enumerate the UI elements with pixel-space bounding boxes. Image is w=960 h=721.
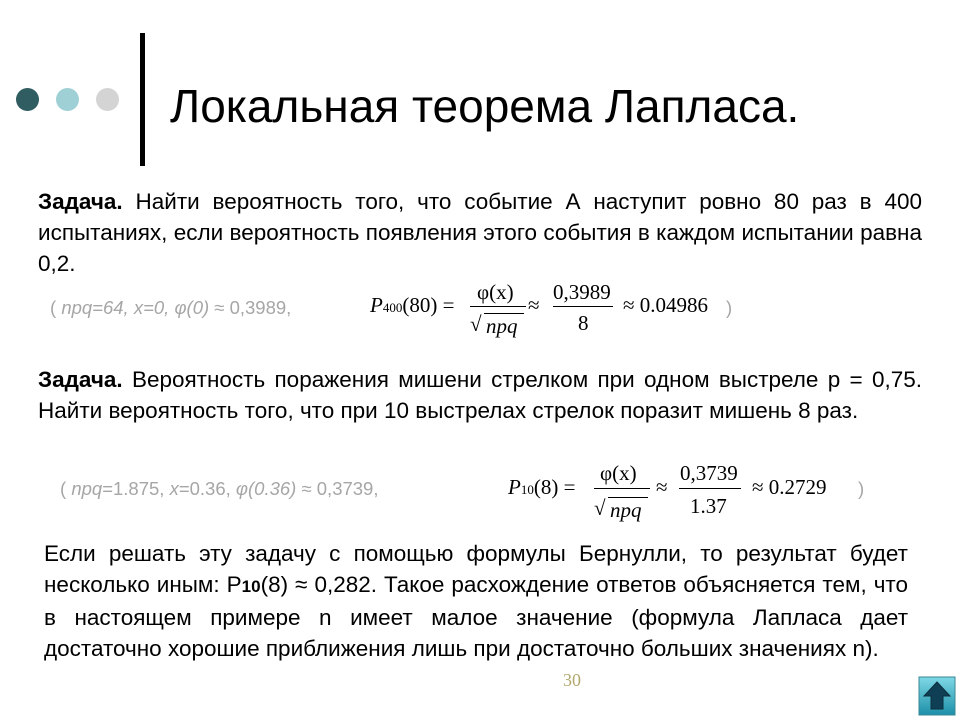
decor-dot-teal: [56, 88, 79, 111]
f2-den: npq: [610, 498, 642, 522]
task1-body: Найти вероятность того, что событие А наступит ровно 80 раз в 400 испытаниях, если вероятность появления этого события в каждом испытании равна 0,2.: [38, 189, 922, 276]
f2-num2: 0,3739: [680, 461, 738, 485]
title-divider: [140, 33, 145, 166]
f1-arg: (80) =: [402, 293, 455, 317]
f1-fraction-bar: [470, 306, 526, 307]
home-button[interactable]: [918, 676, 956, 716]
conclusion-sub: 10: [241, 577, 261, 596]
task2-body: Вероятность поражения мишени стрелком при одном выстреле p = 0,75. Найти вероятность того, что при 10 выстрелах стрелок поразит мишень 8 раз.: [38, 367, 922, 423]
f2-den2: 1.37: [690, 494, 727, 518]
f2-P: P: [508, 475, 521, 499]
task2-hint: ( npq=1.875, x=0.36, φ(0.36) ≈ 0,3739,: [60, 478, 379, 499]
f1-approx: ≈: [528, 293, 540, 317]
f2-arg: (8) =: [533, 475, 576, 499]
f2-fraction-bar2: [679, 488, 741, 489]
f1-result: ≈ 0.04986: [623, 293, 709, 317]
task1-label: Задача.: [38, 189, 123, 214]
f1-num2: 0,3989: [553, 280, 611, 304]
f1-num: φ(x): [477, 280, 514, 304]
task1-hint-close: ): [726, 297, 733, 318]
decor-dot-dark: [16, 88, 39, 111]
conclusion-text: Если решать эту задачу с помощью формулы Бернулли, то результат будет несколько иным: P10(8) ≈ 0,282. Такое расхождение ответов объясняется тем, что в настоящем примере n имеет малое значение (формула Лапласа дает достаточно хорошие приближения лишь при достаточно больших значениях n).: [44, 541, 908, 661]
decor-dot-gray: [96, 88, 119, 111]
f2-num: φ(x): [600, 461, 637, 485]
f2-approx: ≈: [656, 475, 668, 499]
f1-P: P: [370, 293, 383, 317]
f2-sub: 10: [520, 482, 534, 497]
f1-sub: 400: [382, 300, 403, 315]
task1-hint: ( npq=64, x=0, φ(0) ≈ 0,3989,: [50, 297, 292, 318]
task2-text: [38, 364, 922, 426]
f2-result: ≈ 0.2729: [752, 475, 827, 499]
f2-root-sign: √: [594, 496, 606, 520]
task2-label: Задача.: [38, 367, 123, 392]
task1-text: [38, 186, 922, 279]
f1-root-sign: √: [470, 312, 482, 336]
page-number: 30: [563, 670, 581, 690]
slide-title: Локальная теорема Лапласа.: [170, 80, 800, 132]
task1-hint-italic: npq=64, x=0, φ(0): [61, 297, 210, 318]
f1-fraction-bar2: [553, 306, 613, 307]
task2-hint-close: ): [858, 478, 865, 499]
home-arrow-icon: [918, 676, 956, 716]
f2-fraction-bar: [594, 488, 650, 489]
f1-den2: 8: [578, 311, 589, 335]
f1-den: npq: [486, 314, 518, 338]
